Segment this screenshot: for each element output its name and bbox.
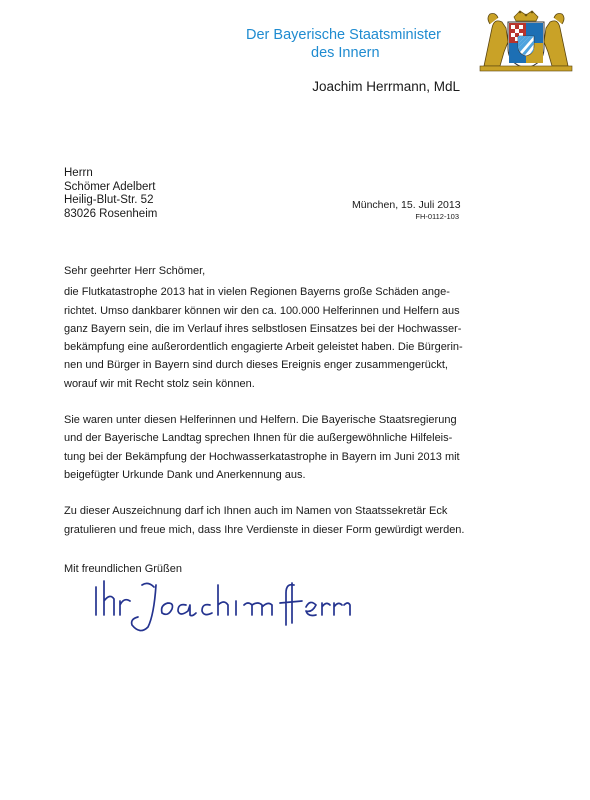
recipient-street: Heilig-Blut-Str. 52 (64, 194, 154, 206)
paragraph-line: Sie waren unter diesen Helferinnen und Helfern. Die Bayerische Staatsregierung (64, 414, 457, 427)
paragraph-line: beigefügter Urkunde Dank und Anerkennung aus. (64, 468, 306, 481)
ministry-line-1: Der Bayerische Staatsminister (246, 27, 442, 43)
paragraph-line: worauf wir mit Recht stolz sein können. (64, 377, 255, 390)
paragraph-line: und der Bayerische Landtag sprechen Ihnen für die außergewöhnliche Hilfeleis- (64, 432, 453, 445)
place-date: München, 15. Juli 2013 (352, 199, 461, 211)
letter-body (64, 262, 464, 545)
paragraph-line: richtet. Umso dankbarer können wir den ca. 100.000 Helferinnen und Helfern aus (64, 304, 460, 317)
paragraph-line: nen und Bürger in Bayern sind durch dieses Ereignis enger zusammengerückt, (64, 359, 448, 372)
paragraph-line: tung bei der Bekämpfung der Hochwasserkatastrophe in Bayern im Juni 2013 mit (64, 450, 460, 463)
paragraph-line: Zu dieser Auszeichnung darf ich Ihnen auch im Namen von Staatssekretär Eck (64, 505, 448, 518)
letter-salutation: Sehr geehrter Herr Schömer, (64, 265, 206, 277)
handwritten-signature (88, 575, 358, 640)
paragraph-line: gratulieren und freue mich, dass Ihre Verdienste in dieser Form gewürdigt werden. (64, 523, 465, 536)
recipient-salutation: Herrn (64, 167, 93, 179)
ministry-line-2: des Innern (311, 45, 380, 61)
minister-name: Joachim Herrmann, MdL (312, 79, 460, 94)
recipient-name: Schömer Adelbert (64, 180, 156, 193)
paragraph-line: ganz Bayern sein, die im Verlauf ihres selbstlosen Einsatzes bei der Hochwasser- (64, 322, 462, 335)
paragraph-1 (64, 283, 464, 393)
paragraph-line: die Flutkatastrophe 2013 hat in vielen Regionen Bayerns große Schäden ange- (64, 286, 450, 299)
paragraph-3 (64, 502, 464, 539)
ministry-heading (246, 26, 486, 62)
bavarian-coat-of-arms-icon (478, 8, 574, 72)
paragraph-2 (64, 411, 464, 484)
reference-number: FH-0112-103 (415, 212, 459, 221)
recipient-city: 83026 Rosenheim (64, 207, 158, 220)
paragraph-line: bekämpfung eine außerordentlich engagierte Arbeit geleistet haben. Die Bürgerin- (64, 341, 463, 354)
recipient-address (64, 167, 157, 221)
closing-phrase: Mit freundlichen Grüßen (64, 563, 182, 575)
